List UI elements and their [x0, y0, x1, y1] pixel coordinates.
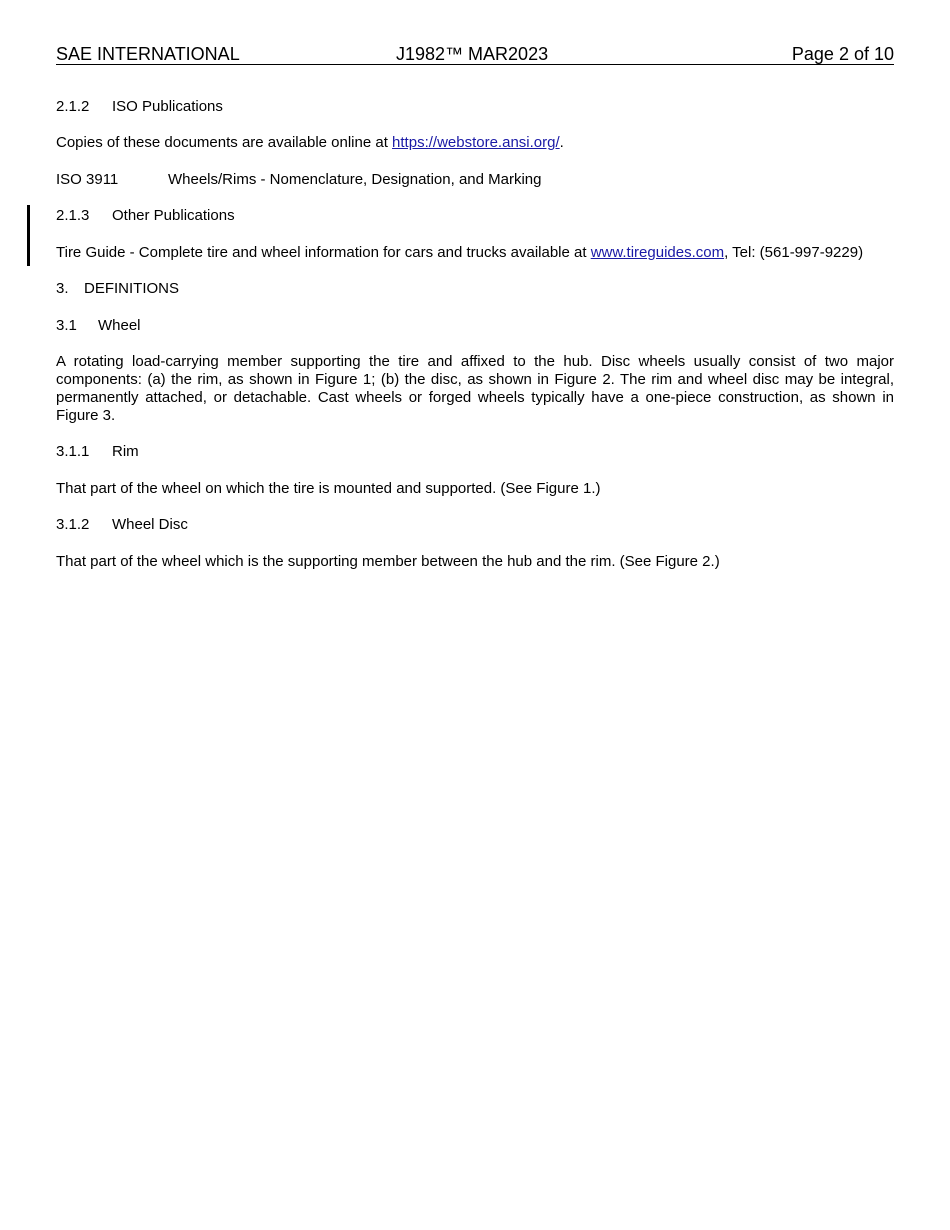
- section-title: Wheel: [98, 317, 141, 334]
- reference-code: ISO 3911: [56, 171, 119, 188]
- header-page-number: Page 2 of 10: [791, 44, 894, 64]
- reference-entry: [56, 171, 894, 189]
- section-number: 3.1.1: [56, 443, 90, 460]
- section-heading-rim: [56, 443, 894, 461]
- header-organization: SAE INTERNATIONAL: [56, 44, 240, 64]
- section-heading-iso-publications: [56, 98, 894, 116]
- rim-definition-paragraph: That part of the wheel on which the tire is mounted and supported. (See Figure 1.): [56, 480, 601, 497]
- section-heading-other-publications: [56, 207, 894, 225]
- section-title: Other Publications: [112, 207, 235, 224]
- section-title: Wheel Disc: [112, 516, 188, 533]
- page-header: [56, 44, 894, 65]
- ansi-webstore-link[interactable]: https://webstore.ansi.org/: [392, 134, 560, 151]
- section-title: Rim: [112, 443, 139, 460]
- section-number: 3.: [56, 280, 69, 297]
- reference-title: Wheels/Rims - Nomenclature, Designation, and Marking: [168, 171, 542, 188]
- tire-guide-text: Tire Guide - Complete tire and wheel information for cars and trucks available at: [56, 244, 591, 261]
- availability-suffix: .: [559, 134, 564, 151]
- section-title: DEFINITIONS: [84, 280, 180, 297]
- section-heading-definitions: [56, 280, 894, 298]
- wheel-disc-definition-paragraph: That part of the wheel which is the supporting member between the hub and the rim. (See Figure 2.): [56, 553, 720, 570]
- wheel-definition-paragraph: A rotating load-carrying member supporting the tire and affixed to the hub. Disc wheels usually consist of two major components: (a) the rim, as shown in Figure 1; (b) the disc, as shown in Figure 2. The rim and wheel disc may be integral, permanently attached, or detachable. Cast wheels or forged wheels typically have a one-piece construction, as shown in Figure 3.: [56, 353, 894, 424]
- tire-guide-paragraph: [56, 244, 894, 262]
- section-number: 2.1.2: [56, 98, 90, 115]
- tireguides-link[interactable]: www.tireguides.com: [590, 244, 725, 261]
- availability-paragraph: [56, 134, 894, 152]
- availability-text: Copies of these documents are available online at: [56, 134, 393, 151]
- section-heading-wheel: [56, 317, 894, 335]
- section-number: 3.1: [56, 317, 77, 334]
- section-heading-wheel-disc: [56, 516, 894, 534]
- section-number: 3.1.2: [56, 516, 90, 533]
- tire-guide-phone: , Tel: (561-997-9229): [724, 244, 864, 261]
- section-number: 2.1.3: [56, 207, 90, 224]
- section-title: ISO Publications: [112, 98, 223, 115]
- revision-bar: [27, 205, 30, 266]
- header-document-id: J1982™ MAR2023: [396, 44, 549, 64]
